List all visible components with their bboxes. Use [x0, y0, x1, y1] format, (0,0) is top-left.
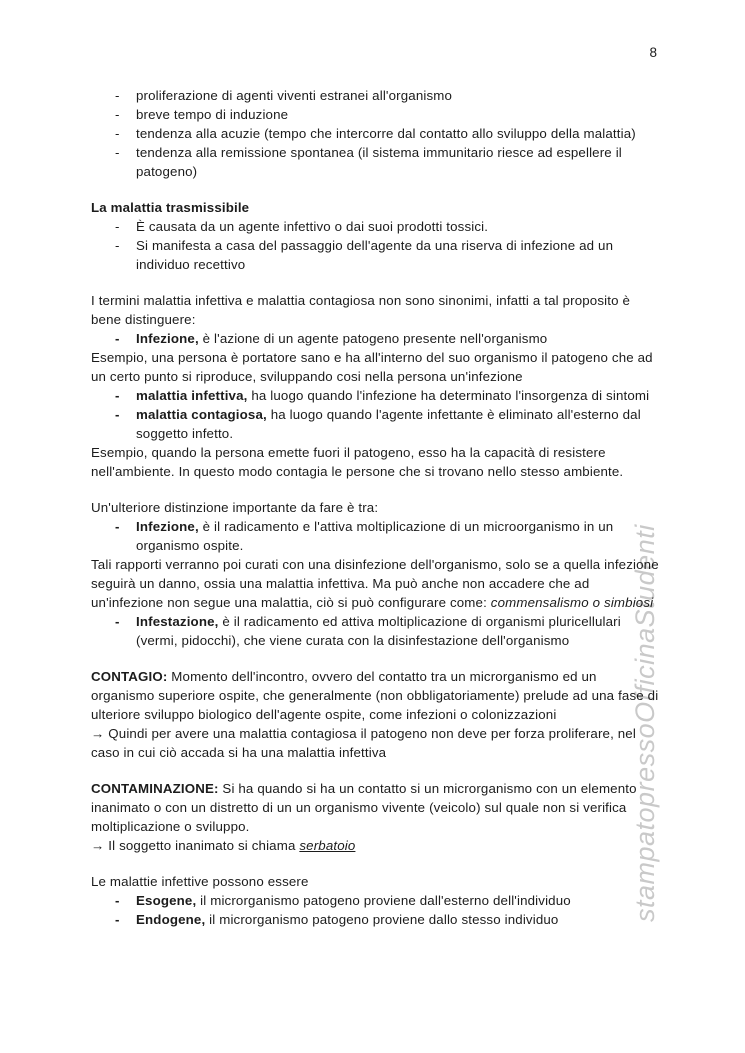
list-item-infezione-2 [91, 517, 663, 555]
list-item-text [136, 331, 547, 346]
document-content [91, 86, 663, 929]
page-number: 8 [649, 45, 657, 60]
list-item-text [136, 912, 558, 927]
section-intro-list [91, 86, 663, 181]
section-tipi-malattie [91, 872, 663, 929]
paragraph-text: → Il soggetto inanimato si chiama [91, 838, 300, 853]
list-item-infezione [91, 329, 663, 348]
paragraph-rapporti [91, 555, 663, 612]
term-definition: ha luogo quando l'infezione ha determinato l'insorgenza di sintomi [247, 388, 650, 403]
bullet-dash: - [115, 912, 120, 927]
term-label: CONTAGIO: [91, 669, 168, 684]
list-item-malattia-contagiosa [91, 405, 663, 443]
term-lead: Infezione, [136, 331, 199, 346]
bullet-dash: - [115, 388, 120, 403]
term-definition: il microrganismo patogeno proviene dall'esterno dell'individuo [196, 893, 571, 908]
list-item-infestazione [91, 612, 663, 650]
bullet-dash: - [115, 238, 120, 253]
list-item-malattia-infettiva [91, 386, 663, 405]
term-definition: è il radicamento ed attiva moltiplicazione di organismi pluricellulari (vermi, pidocchi), che viene curata con la disinfestazione dell'organismo [136, 614, 621, 648]
paragraph-distinzione-intro: Un'ulteriore distinzione importante da fare è tra: [91, 500, 379, 515]
paragraph-esempio-1: Esempio, una persona è portatore sano e ha all'interno del suo organismo il patogeno che ad un certo punto si riproduce, sviluppando cosi nella persona un'infezione [91, 350, 653, 384]
paragraph-tipi-intro: Le malattie infettive possono essere [91, 874, 309, 889]
section-termini [91, 291, 663, 481]
list-item-text: tendenza alla acuzie (tempo che intercorre dal contatto allo sviluppo della malattia) [136, 126, 636, 141]
section-malattia-trasmissibile [91, 198, 663, 274]
list-item [91, 143, 663, 181]
term-definition: ha luogo quando l'agente infettante è eliminato all'esterno dal soggetto infetto. [136, 407, 641, 441]
term-label: CONTAMINAZIONE: [91, 781, 219, 796]
watermark-text: stampatopressoOfficinaStudenti [630, 524, 660, 922]
italic-term: commensalismo o simbiosi [490, 595, 654, 610]
bullet-dash: - [115, 145, 120, 160]
paragraph-serbatoio-arrow [91, 836, 663, 855]
underlined-term: serbatoio [299, 838, 356, 853]
term-definition: è il radicamento e l'attiva moltiplicazione di un microorganismo in un organismo ospite. [136, 519, 614, 553]
term-lead: Infezione, [136, 519, 199, 534]
paragraph-text: Tali rapporti verranno poi curati con una disinfezione dell'organismo, solo se a quella infezione seguirà un danno, ossia una malattia infettiva. Ma può anche non accadere che ad un'infezione non segue una malattia, ciò si può configurare come: [91, 557, 659, 610]
paragraph-termini-intro: I termini malattia infettiva e malattia contagiosa non sono sinonimi, infatti a tal proposito è bene distinguere: [91, 293, 631, 327]
list-item-text [136, 614, 621, 648]
paragraph-text: Momento dell'incontro, ovvero del contatto tra un microrganismo ed un organismo superiore ospite, che generalmente (non obbligatoriamente) prelude ad una fase di ulteriore sviluppo biologico dell'agente ospite, come infezioni o colonizzazioni [91, 669, 659, 722]
term-lead: Esogene, [136, 893, 197, 908]
term-definition: è l'azione di un agente patogeno presente nell'organismo [198, 331, 548, 346]
bullet-dash: - [115, 88, 120, 103]
bullet-dash: - [115, 126, 120, 141]
bullet-dash: - [115, 893, 120, 908]
list-item-esogene [91, 891, 663, 910]
list-item-text: tendenza alla remissione spontanea (il sistema immunitario riesce ad espellere il patogeno) [136, 145, 622, 179]
list-item-text: proliferazione di agenti viventi estranei all'organismo [136, 88, 453, 103]
list-item-endogene [91, 910, 663, 929]
paragraph-contaminazione [91, 779, 663, 836]
term-lead: malattia infettiva, [136, 388, 248, 403]
term-definition: il microrganismo patogeno proviene dallo stesso individuo [205, 912, 559, 927]
section-heading: La malattia trasmissibile [91, 200, 250, 215]
bullet-dash: - [115, 107, 120, 122]
bullet-dash: - [115, 331, 120, 346]
list-item-text [136, 519, 613, 553]
term-lead: Infestazione, [136, 614, 219, 629]
list-item-text [136, 407, 641, 441]
list-item-text [136, 388, 649, 403]
paragraph-esempio-2: Esempio, quando la persona emette fuori il patogeno, esso ha la capacità di resistere nell'ambiente. In questo modo contagia le persone che si trovano nello stesso ambiente. [91, 445, 624, 479]
list-item [91, 124, 663, 143]
list-item [91, 105, 663, 124]
paragraph-text: Si ha quando si ha un contatto si un microrganismo con un elemento inanimato o con un distretto di un un organismo vivente (veicolo) sul quale non si verifica moltiplicazione o sviluppo. [91, 781, 637, 834]
list-item-text: breve tempo di induzione [136, 107, 289, 122]
list-item-text: È causata da un agente infettivo o dai suoi prodotti tossici. [136, 219, 489, 234]
section-distinzione [91, 498, 663, 650]
term-lead: malattia contagiosa, [136, 407, 267, 422]
list-item [91, 86, 663, 105]
bullet-dash: - [115, 614, 120, 629]
bullet-dash: - [115, 407, 120, 422]
list-item-text [136, 893, 571, 908]
paragraph-contagio [91, 667, 663, 724]
bullet-dash: - [115, 519, 120, 534]
list-item [91, 217, 663, 236]
term-lead: Endogene, [136, 912, 206, 927]
section-contagio [91, 667, 663, 762]
list-item [91, 236, 663, 274]
section-contaminazione [91, 779, 663, 855]
paragraph-contagio-arrow: → Quindi per avere una malattia contagiosa il patogeno non deve per forza proliferare, nel caso in cui ciò accada si ha una malattia infettiva [91, 726, 636, 760]
bullet-dash: - [115, 219, 120, 234]
list-item-text: Si manifesta a casa del passaggio dell'agente da una riserva di infezione ad un individuo recettivo [136, 238, 614, 272]
